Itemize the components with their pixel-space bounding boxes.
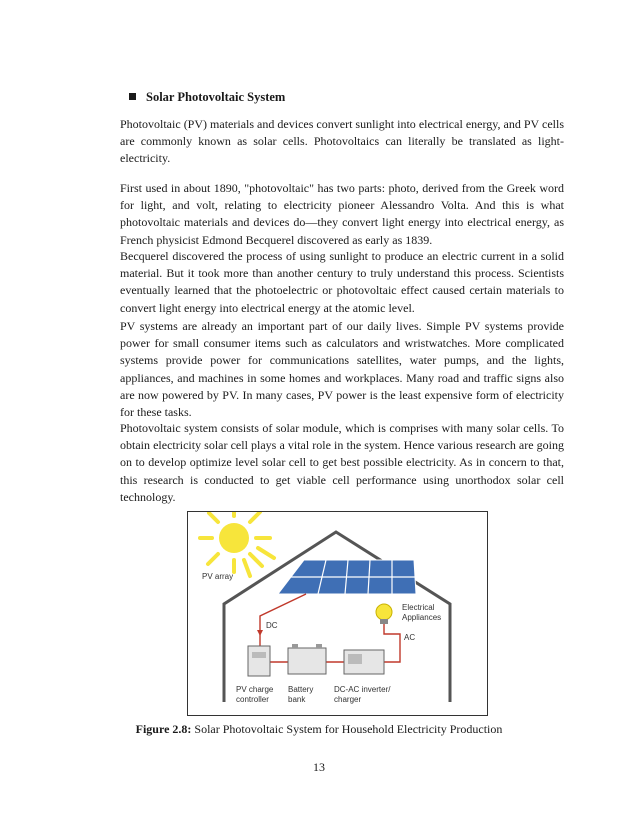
battery-bank (288, 644, 326, 674)
pv-array-panels (278, 560, 416, 594)
electrical-label: Electrical (402, 603, 435, 612)
dc-ac-inverter (344, 650, 384, 674)
dc-arrow-icon (257, 630, 263, 636)
paragraph-5: Photovoltaic system consists of solar module, which is comprises with many solar cells. To obtain electricity solar cell plays a vital role in the system. Hence various research are going on to develop optimize level solar cell to get best possible electricity. As in concern to that, this research is conducted to get viable cell performance using unorthodox solar cell technology. (120, 421, 564, 504)
sun-icon (200, 512, 274, 576)
inverter-label: DC-AC inverter/ (334, 685, 391, 694)
paragraph-2: First used in about 1890, "photovoltaic" has two parts: photo, derived from the Greek word for light, and volt, relating to electricity pioneer Alessandro Volta. And this is what photovoltaic materials and devices do—they convert light energy into electrical energy, as French physicist Edmond Becquerel discovered as early as 1839. (120, 181, 564, 247)
page-number: 13 (313, 760, 325, 774)
light-bulb-icon (376, 604, 392, 624)
dc-label: DC (266, 621, 278, 630)
figure-caption-text: Solar Photovoltaic System for Household Electricity Production (191, 722, 503, 736)
pv-system-figure (187, 511, 488, 716)
battery-label: Battery (288, 685, 314, 694)
charger-label: charger (334, 695, 362, 704)
pv-charge-label: PV charge (236, 685, 274, 694)
ac-label: AC (404, 633, 416, 642)
section-heading-text: Solar Photovoltaic System (146, 90, 286, 104)
pv-array-label: PV array (202, 572, 234, 581)
square-bullet-icon (129, 93, 136, 100)
paragraph-1: Photovoltaic (PV) materials and devices convert sunlight into electrical energy, and PV cells are commonly known as solar cells. Photovoltaics can literally be translated as light-electricity. (120, 117, 564, 166)
figure-caption-label: Figure 2.8: (135, 722, 192, 736)
section-heading (129, 90, 285, 105)
bank-label: bank (288, 695, 306, 704)
pv-system-diagram (188, 512, 487, 715)
figure-caption (0, 722, 638, 737)
appliances-label: Appliances (402, 613, 442, 622)
paragraph-3: Becquerel discovered the process of using sunlight to produce an electric current in a solid material. But it took more than another century to truly understand this process. Scientists eventually learned that the photoelectric or photovoltaic effect caused certain materials to convert light energy into electrical energy at the atomic level. (120, 249, 564, 315)
controller-label: controller (236, 695, 269, 704)
pv-charge-controller (248, 646, 270, 676)
paragraph-4: PV systems are already an important part of our daily lives. Simple PV systems provide power for small consumer items such as calculators and wristwatches. More complicated systems provide power for communications satellites, water pumps, and the lights, appliances, and machines in some homes and workplaces. Many road and traffic signs also are now powered by PV. In many cases, PV power is the least expensive form of electricity for these tasks. (120, 319, 564, 420)
